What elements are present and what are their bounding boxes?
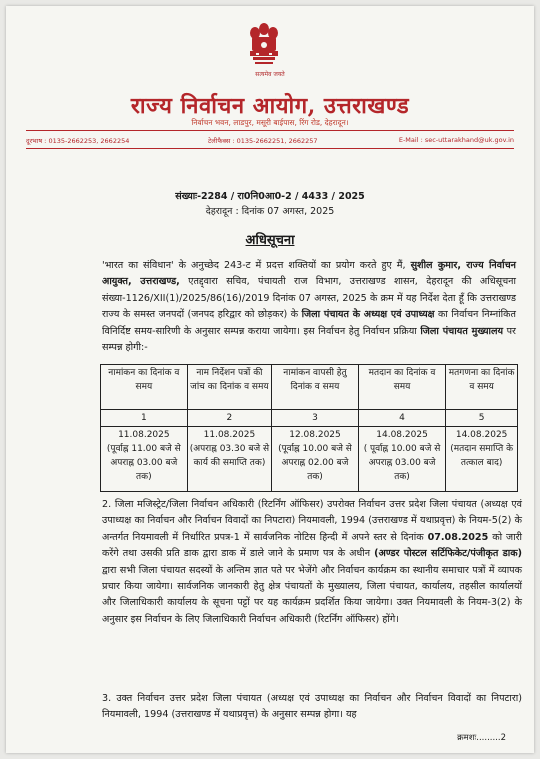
header-scrutiny: नाम निर्देशन पत्रों की जांच का दिनांक व समय bbox=[187, 365, 272, 410]
schedule-number-row bbox=[101, 410, 518, 427]
column-number: 2 bbox=[187, 410, 272, 427]
para2-text-1: 2. जिला मजिस्ट्रेट/जिला निर्वाचन अधिकारी (रिटर्निंग ऑफिसर) उपरोक्त निर्वाचन उत्तर प्रदेश जिला पंचायत (अध्यक्ष एवं उपाध्यक्ष का निर्वाचन और निर्वाचन विवादों का निपटारा) नियमावली, 1994 (उत्तराखण्ड में यथाप्रवृत्त) के नियम-5(2) के अन्तर्गत नियमावली में निर्धारित प्रपत्र-1 में सार्वजनिक नोटिस हिन्दी में अपने स्तर से दिनांक bbox=[102, 499, 522, 543]
para1-bold-1: सुशील कुमार, राज्य निर्वाचन आयुक्त, उत्तराखण्ड, bbox=[102, 260, 516, 288]
para1-bold-3: जिला पंचायत मुख्यालय bbox=[420, 325, 504, 337]
schedule-header-row bbox=[101, 365, 518, 410]
fax-numbers: टेलीफैक्स : 0135-2662251, 2662257 bbox=[208, 137, 318, 145]
election-schedule-table bbox=[100, 364, 518, 492]
counting-time: (मतदान समाप्ति के तत्काल बाद) bbox=[450, 444, 514, 468]
polling-date: 14.08.2025 bbox=[376, 430, 428, 440]
page-continuation: क्रमशः.........2 bbox=[457, 733, 506, 743]
schedule-date-row bbox=[101, 427, 518, 492]
email-address: E-Mail : sec-uttarakhand@uk.gov.in bbox=[398, 136, 514, 144]
para1-text-1: 'भारत का संविधान' के अनुच्छेद 243-ट में प्रदत्त शक्तियों का प्रयोग करते हुए मैं, bbox=[102, 260, 411, 271]
header-polling: मतदान का दिनांक व समय bbox=[358, 365, 445, 410]
column-number: 3 bbox=[272, 410, 359, 427]
para1-bold-2: जिला पंचायत के अध्यक्ष एवं उपाध्यक्ष bbox=[301, 309, 435, 321]
counting-cell bbox=[446, 427, 518, 492]
scrutiny-time: (अपराह्न 03.30 बजे से कार्य की समाप्ति तक) bbox=[189, 444, 270, 468]
para2-text-2: को जारी करेंगे तथा उसकी प्रति डाक द्वारा डाक में डाले जाने के प्रमाण पत्र के अधीन bbox=[102, 531, 523, 560]
document-page bbox=[6, 6, 534, 753]
para2-text-3: द्वारा सभी जिला पंचायत सदस्यों के अन्तिम ज्ञात पते पर भेजेंगे और निर्वाचन कार्यक्रम का स्थानीय समाचार पत्रों में व्यापक प्रचार किया जायेगा। सार्वजनिक जानकारी हेतु क्षेत्र पंचायतों के मुख्यालय, जिला पंचायत, कार्यालय, तहसील कार्यालयों और जिलाधिकारी कार्यालय के सूचना पट्टों पर यह कार्यक्रम प्रदर्शित किया जायेगा। उक्त नियमावली के नियम-3(2) के अनुसार इस निर्वाचन के लिए जिलाधिकारी निर्वाचन अधिकारी (रिटर्निंग ऑफिसर) होंगे। bbox=[102, 564, 522, 625]
para1-text-3: का निर्वाचन निम्नांकित विनिर्दिष्ट समय-सारिणी के अनुसार सम्पन्न कराया जायेगा। इस निर्वाचन हेतु निर्वाचन प्रक्रिया bbox=[102, 309, 516, 337]
column-number: 4 bbox=[358, 410, 445, 427]
para2-bold-post: (अण्डर पोस्टल सर्टिफिकेट/पंजीकृत डाक) bbox=[374, 548, 522, 560]
emblem-motto: सत्यमेव जयते bbox=[255, 71, 285, 78]
phone-numbers: दूरभाष : 0135-2662253, 2662254 bbox=[26, 137, 130, 145]
withdrawal-date: 12.08.2025 bbox=[289, 430, 341, 440]
reference-date: देहरादून : दिनांक 07 अगस्त, 2025 bbox=[205, 206, 335, 217]
withdrawal-time: (पूर्वाह्न 10.00 बजे से अपराह्न 02.00 बजे तक) bbox=[278, 444, 352, 482]
reference-number: संख्याः-2284 / रा0नि0आ0-2 / 4433 / 2025 bbox=[175, 191, 365, 202]
nomination-cell bbox=[101, 427, 188, 492]
counting-date: 14.08.2025 bbox=[455, 430, 508, 440]
column-number: 1 bbox=[101, 410, 188, 427]
para1-text-2: एतद्द्वारा सचिव, पंचायती राज विभाग, उत्तराखण्ड शासन, देहरादून की अधिसूचना संख्या-1126/XII(1)/2025/86(16)/2019 दिनांक 07 अगस्त, 2025 के क्रम में यह निर्देश देता हूँ कि उत्तराखण्ड राज्य के समस्त जनपदों (जनपद हरिद्वार को छोड़कर) के bbox=[102, 276, 516, 321]
header-rule-bottom bbox=[26, 148, 514, 149]
commission-address: निर्वाचन भवन, लाडपुर, मसूरी बाईपास, रिंग रोड, देहरादून। bbox=[191, 118, 349, 127]
scrutiny-cell bbox=[187, 427, 272, 492]
header-rule-top bbox=[26, 130, 514, 131]
header-withdrawal: नामांकन वापसी हेतु दिनांक व समय bbox=[272, 365, 359, 410]
column-number: 5 bbox=[446, 410, 518, 427]
paragraph-3: 3. उक्त निर्वाचन उत्तर प्रदेश जिला पंचायत (अध्यक्ष एवं उपाध्यक्ष का निर्वाचन और निर्वाचन विवादों का निपटारा) नियमावली, 1994 (उत्तराखण्ड में यथाप्रवृत्त) के अनुसार सम्पन्न होगा। यह bbox=[102, 693, 522, 721]
nomination-date: 11.08.2025 bbox=[118, 430, 170, 440]
header-counting: मतगणना का दिनांक व समय bbox=[446, 365, 518, 410]
withdrawal-cell bbox=[272, 427, 359, 492]
header-nomination: नामांकन का दिनांक व समय bbox=[101, 365, 188, 410]
paragraph-1 bbox=[102, 258, 516, 356]
polling-cell bbox=[358, 427, 445, 492]
polling-time: ( पूर्वाह्न 10.00 बजे से अपराह्न 03.00 बजे तक) bbox=[363, 444, 441, 482]
paragraph-2 bbox=[102, 497, 522, 628]
nomination-time: (पूर्वाह्न 11.00 बजे से अपराह्न 03.00 बजे तक) bbox=[106, 444, 181, 482]
state-emblem-icon bbox=[245, 20, 283, 70]
notice-title: अधिसूचना bbox=[245, 233, 295, 248]
para1-text-4: पर सम्पन्न होगी:- bbox=[102, 325, 516, 354]
para2-bold-date: 07.08.2025 bbox=[427, 531, 489, 543]
commission-title: राज्य निर्वाचन आयोग, उत्तराखण्ड bbox=[130, 93, 410, 119]
scrutiny-date: 11.08.2025 bbox=[203, 430, 256, 440]
